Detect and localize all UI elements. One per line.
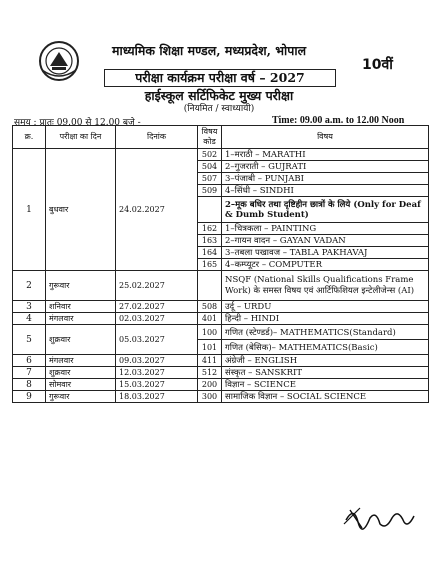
subject-code: 411 xyxy=(198,355,222,367)
subject-name: 2–गुजराती – GUJRATI xyxy=(222,161,429,173)
exam-day: शुक्रवार xyxy=(46,325,116,355)
exam-date: 18.03.2027 xyxy=(116,391,198,403)
exam-date: 12.03.2027 xyxy=(116,367,198,379)
subject-name: 2–मूक बधिर तथा दृष्टिहीन छात्रों के लिये (Only for Deaf & Dumb Student) xyxy=(222,197,429,223)
exam-date: 25.02.2027 xyxy=(116,271,198,301)
subject-name: उर्दू – URDU xyxy=(222,301,429,313)
exam-day: शनिवार xyxy=(46,301,116,313)
table-row xyxy=(13,391,429,403)
subject-code: 163 xyxy=(198,235,222,247)
exam-day: बुधवार xyxy=(46,149,116,271)
exam-date: 15.03.2027 xyxy=(116,379,198,391)
subject-code: 100 xyxy=(198,325,222,340)
header-no: क्र. xyxy=(13,126,46,149)
table-row xyxy=(13,149,429,161)
subject-name: गणित (स्टेण्डर्ड)– MATHEMATICS(Standard) xyxy=(222,325,429,340)
time-english: Time: 09.00 a.m. to 12.00 Noon xyxy=(272,115,405,126)
exam-day: मंगलवार xyxy=(46,313,116,325)
subject-name: 1–चित्रकला – PAINTING xyxy=(222,223,429,235)
header-subject: विषय xyxy=(222,126,429,149)
table-row xyxy=(13,313,429,325)
subject-code: 164 xyxy=(198,247,222,259)
exam-date: 24.02.2027 xyxy=(116,149,198,271)
subject-code: 401 xyxy=(198,313,222,325)
subject-name: 1–मराठी – MARATHI xyxy=(222,149,429,161)
table-row xyxy=(13,367,429,379)
subject-name: हिन्दी – HINDI xyxy=(222,313,429,325)
row-number: 9 xyxy=(13,391,46,403)
header-date: दिनांक xyxy=(116,126,198,149)
subject-code: 504 xyxy=(198,161,222,173)
row-number: 3 xyxy=(13,301,46,313)
table-row xyxy=(13,325,429,340)
subject-name: अंग्रेजी – ENGLISH xyxy=(222,355,429,367)
subject-code: 507 xyxy=(198,173,222,185)
header-code: विषय कोड xyxy=(198,126,222,149)
exam-day: सोमवार xyxy=(46,379,116,391)
row-number: 8 xyxy=(13,379,46,391)
subject-name: विज्ञान – SCIENCE xyxy=(222,379,429,391)
row-number: 6 xyxy=(13,355,46,367)
subject-code: 200 xyxy=(198,379,222,391)
table-header-row xyxy=(13,126,429,149)
table-row xyxy=(13,271,429,301)
subject-code xyxy=(198,197,222,223)
board-seal-icon xyxy=(38,40,80,82)
subject-code: 101 xyxy=(198,340,222,355)
exam-date: 09.03.2027 xyxy=(116,355,198,367)
row-number: 2 xyxy=(13,271,46,301)
subject-name: गणित (बेसिक)– MATHEMATICS(Basic) xyxy=(222,340,429,355)
subject-code: 509 xyxy=(198,185,222,197)
subject-code xyxy=(198,271,222,301)
header-day: परीक्षा का दिन xyxy=(46,126,116,149)
subject-name: 3–तबला पखावज – TABLA PAKHAVAJ xyxy=(222,247,429,259)
row-number: 5 xyxy=(13,325,46,355)
subject-code: 502 xyxy=(198,149,222,161)
table-row xyxy=(13,301,429,313)
exam-day: मंगलवार xyxy=(46,355,116,367)
signature-icon xyxy=(340,500,420,532)
subject-code: 300 xyxy=(198,391,222,403)
subject-name: 2–गायन वादन – GAYAN VADAN xyxy=(222,235,429,247)
table-row xyxy=(13,379,429,391)
subject-code: 165 xyxy=(198,259,222,271)
time-hindi: समय : प्रातः 09.00 से 12.00 बजे - xyxy=(14,118,141,128)
exam-schedule-table xyxy=(12,125,429,403)
row-number: 1 xyxy=(13,149,46,271)
row-number: 7 xyxy=(13,367,46,379)
exam-day: गुरूवार xyxy=(46,271,116,301)
board-name: माध्यमिक शिक्षा मण्डल, मध्यप्रदेश, भोपाल xyxy=(112,43,307,58)
exam-type: (नियमित / स्वाध्यायी) xyxy=(183,104,255,114)
row-number: 4 xyxy=(13,313,46,325)
subject-name: सामाजिक विज्ञान – SOCIAL SCIENCE xyxy=(222,391,429,403)
subject-code: 508 xyxy=(198,301,222,313)
class-label: 10वीं xyxy=(362,57,393,73)
table-row xyxy=(13,355,429,367)
exam-date: 02.03.2027 xyxy=(116,313,198,325)
subject-name: संस्कृत – SANSKRIT xyxy=(222,367,429,379)
subject-name: 3–पंजाबी – PUNJABI xyxy=(222,173,429,185)
programme-title: परीक्षा कार्यक्रम परीक्षा वर्ष – 2027 xyxy=(104,69,336,87)
exam-day: शुक्रवार xyxy=(46,367,116,379)
subject-name: NSQF (National Skills Qualifications Frame Work) के समस्त विषय एवं आर्टिफिशियल इन्टेलीजेन्स (AI) xyxy=(222,271,429,301)
subject-name: 4–कम्प्यूटर – COMPUTER xyxy=(222,259,429,271)
subject-code: 162 xyxy=(198,223,222,235)
subject-code: 512 xyxy=(198,367,222,379)
exam-day: गुरूवार xyxy=(46,391,116,403)
subject-name: 4–सिंधी – SINDHI xyxy=(222,185,429,197)
exam-date: 05.03.2027 xyxy=(116,325,198,355)
exam-date: 27.02.2027 xyxy=(116,301,198,313)
exam-name: हाईस्कूल सर्टिफिकेट मुख्य परीक्षा xyxy=(144,88,294,103)
